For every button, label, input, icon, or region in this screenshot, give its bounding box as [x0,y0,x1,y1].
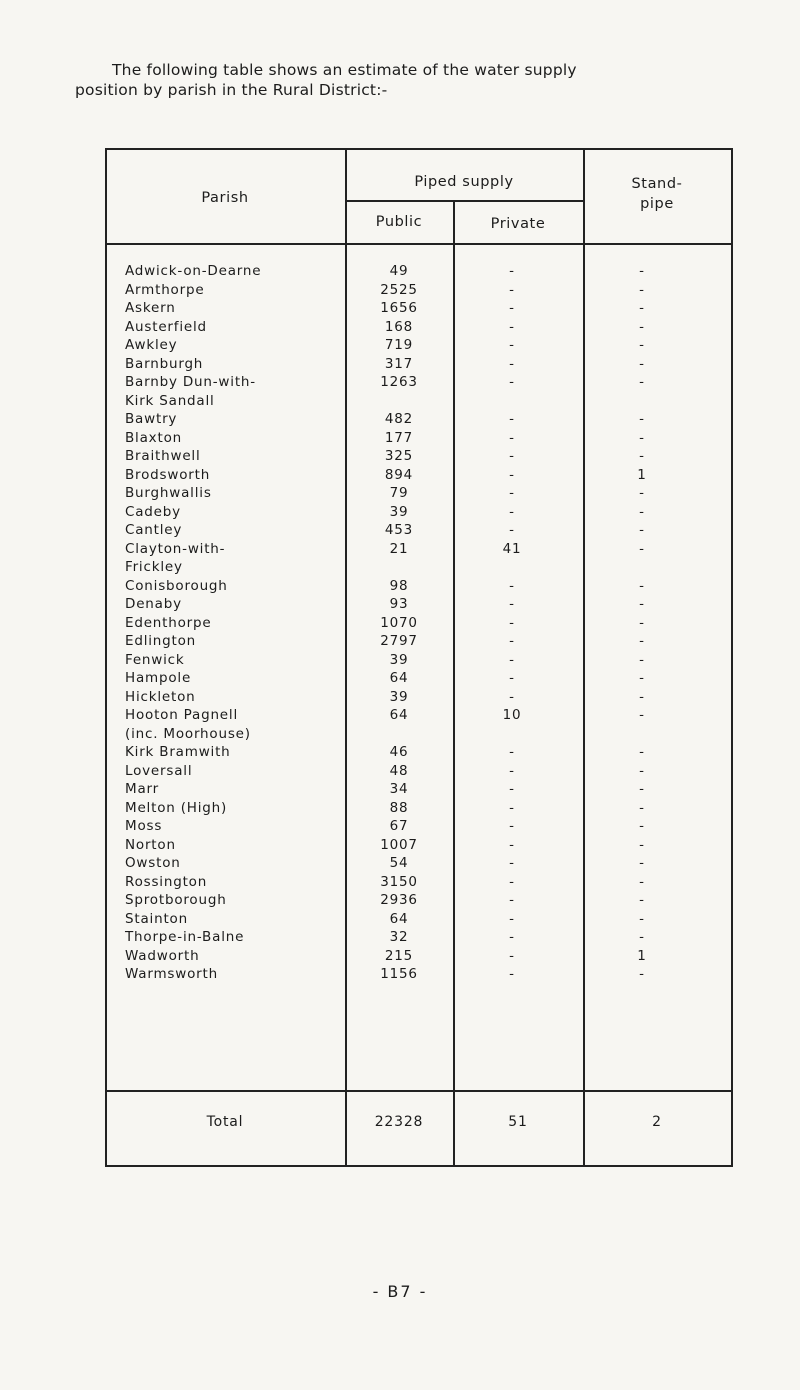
public-supply-cell: 67 [389,818,409,834]
public-supply-cell: 1070 [380,614,418,631]
standpipe-cell: - [639,633,645,649]
private-supply-cell: - [509,744,515,760]
private-supply-cell: - [509,503,515,520]
table-row [105,743,733,762]
table-row [105,429,733,448]
public-supply-cell: 2525 [380,281,418,298]
standpipe-cell: - [639,929,645,945]
private-supply-cell: - [509,799,515,816]
header-private: Private [490,216,546,232]
standpipe-cell: - [639,485,645,501]
header-parish: Parish [201,190,249,206]
table-top-border [105,148,733,150]
parish-name-line: Bawtry [125,411,178,427]
public-supply-cell: 1007 [380,836,418,853]
private-supply-cell: 41 [502,540,522,557]
public-supply-cell: 46 [389,744,409,760]
table-row [105,614,733,633]
standpipe-cell: - [639,577,645,594]
parish-name [125,799,350,818]
total-top-border [105,1090,733,1092]
table-row [105,299,733,318]
standpipe-cell: - [639,762,645,779]
private-supply-cell: - [509,577,515,594]
public-supply-cell: 64 [389,707,409,723]
table-row [105,780,733,799]
intro-line-1: The following table shows an estimate of the water supply [112,61,577,79]
parish-name [125,429,350,448]
standpipe-cell: 1 [637,466,647,483]
private-supply-cell: - [509,485,515,501]
parish-name [125,632,350,651]
table-row [105,484,733,503]
private-supply-cell: - [509,855,515,871]
parish-rows [105,262,733,984]
parish-name [125,891,350,910]
parish-name-line: Conisborough [125,577,228,594]
private-supply-cell: - [509,411,515,427]
table-row [105,947,733,966]
public-supply-cell: 2797 [380,633,418,649]
parish-name [125,355,350,374]
parish-name-line: Thorpe-in-Balne [125,929,245,945]
standpipe-cell: - [639,818,645,834]
table-row [105,669,733,688]
table-row [105,577,733,596]
public-supply-cell: 54 [389,855,409,871]
parish-name-line: Hooton Pagnell [125,707,239,723]
standpipe-cell: - [639,892,645,908]
private-supply-cell: - [509,892,515,908]
parish-name [125,299,350,318]
header-standpipe-line2: pipe [640,196,674,212]
private-supply-cell: - [509,522,515,538]
private-supply-cell: - [509,670,515,686]
public-supply-cell: 325 [384,448,414,464]
table-row [105,688,733,707]
parish-name [125,410,350,429]
table-bottom-border [105,1165,733,1167]
parish-name-line: Clayton-with- [125,540,226,557]
public-supply-cell: 98 [389,577,409,594]
standpipe-cell: - [639,688,645,705]
parish-name [125,466,350,485]
parish-name [125,910,350,929]
table-row [105,836,733,855]
public-supply-cell: 39 [389,688,409,705]
intro-paragraph [75,60,735,100]
private-supply-cell: - [509,448,515,464]
parish-name [125,836,350,855]
total-public: 22328 [374,1114,424,1130]
parish-name-line: Norton [125,836,176,853]
public-supply-cell: 453 [384,522,414,538]
public-supply-cell: 88 [389,799,409,816]
parish-name-line: Stainton [125,910,188,927]
parish-name [125,614,350,633]
table-row [105,595,733,614]
standpipe-cell: - [639,429,645,446]
standpipe-cell: - [639,300,645,316]
parish-name [125,762,350,781]
standpipe-cell: - [639,448,645,464]
standpipe-cell: - [639,337,645,353]
parish-name-continuation: (inc. Moorhouse) [125,725,251,742]
parish-name [125,651,350,670]
private-supply-cell: - [509,429,515,446]
public-supply-cell: 64 [389,670,409,686]
public-supply-cell: 317 [384,355,414,372]
private-supply-cell: - [509,966,515,982]
table-row [105,503,733,522]
private-supply-cell: 10 [502,707,522,723]
standpipe-cell: - [639,670,645,686]
parish-name [125,928,350,947]
private-supply-cell: - [509,614,515,631]
parish-name-line: Loversall [125,762,193,779]
private-supply-cell: - [509,947,515,964]
parish-name-line: Cantley [125,522,183,538]
public-supply-cell: 93 [389,596,409,612]
standpipe-cell: - [639,263,645,279]
public-supply-cell: 34 [389,781,409,797]
private-supply-cell: - [509,781,515,797]
private-supply-cell: - [509,466,515,483]
public-supply-cell: 482 [384,411,414,427]
parish-name-line: Melton (High) [125,799,228,816]
parish-name-line: Marr [125,781,159,797]
table-row [105,817,733,836]
public-supply-cell: 215 [384,947,414,964]
standpipe-cell: - [639,744,645,760]
public-supply-cell: 64 [389,910,409,927]
header-standpipe-line1: Stand- [631,176,683,192]
parish-name-line: Awkley [125,337,178,353]
table-row [105,706,733,743]
parish-name [125,281,350,300]
parish-name-continuation: Frickley [125,559,183,575]
public-supply-cell: 168 [384,318,414,335]
parish-name-line: Barnby Dun-with- [125,374,256,390]
parish-name [125,503,350,522]
parish-name-line: Braithwell [125,448,201,464]
intro-line-2: position by parish in the Rural District:- [75,81,388,99]
table-row [105,632,733,651]
parish-name-continuation: Kirk Sandall [125,392,215,409]
public-supply-cell: 3150 [380,873,418,890]
parish-name-line: Sprotborough [125,892,227,908]
private-supply-cell: - [509,596,515,612]
standpipe-cell: - [639,781,645,797]
parish-name [125,706,350,743]
table-row [105,262,733,281]
parish-name [125,336,350,355]
public-supply-cell: 719 [384,337,414,353]
parish-name-line: Hickleton [125,688,196,705]
parish-name-line: Fenwick [125,651,185,668]
table-row [105,355,733,374]
parish-name-line: Moss [125,818,163,834]
parish-name-line: Askern [125,300,176,316]
public-supply-cell: 39 [389,503,409,520]
parish-name [125,854,350,873]
header-bottom-border [105,243,733,245]
parish-name [125,965,350,984]
page-number: - B7 - [372,1282,428,1301]
table-row [105,410,733,429]
table-row [105,281,733,300]
parish-name [125,873,350,892]
parish-name-line: Edlington [125,633,197,649]
standpipe-cell: - [639,540,645,557]
public-supply-cell: 1263 [380,374,418,390]
standpipe-cell: - [639,966,645,982]
total-standpipe: 2 [652,1114,662,1130]
standpipe-cell: - [639,318,645,335]
standpipe-cell: - [639,503,645,520]
standpipe-cell: - [639,651,645,668]
private-supply-cell: - [509,300,515,316]
table-row [105,318,733,337]
public-supply-cell: 79 [389,485,409,501]
header-piped-supply: Piped supply [414,174,514,190]
public-supply-cell: 49 [389,263,409,279]
parish-name-line: Rossington [125,873,208,890]
private-supply-cell: - [509,651,515,668]
standpipe-cell: - [639,411,645,427]
standpipe-cell: - [639,910,645,927]
public-supply-cell: 894 [384,466,414,483]
private-supply-cell: - [509,762,515,779]
parish-name-line: Burghwallis [125,485,212,501]
private-supply-cell: - [509,929,515,945]
parish-name-line: Armthorpe [125,281,205,298]
parish-name-line: Hampole [125,670,192,686]
public-supply-cell: 2936 [380,892,418,908]
piped-supply-divider [345,200,583,202]
public-supply-cell: 177 [384,429,414,446]
table-row [105,336,733,355]
private-supply-cell: - [509,818,515,834]
public-supply-cell: 48 [389,762,409,779]
standpipe-cell: - [639,355,645,372]
water-supply-table [105,148,733,1202]
private-supply-cell: - [509,337,515,353]
private-supply-cell: - [509,633,515,649]
parish-name-line: Kirk Bramwith [125,744,231,760]
standpipe-cell: - [639,855,645,871]
table-row [105,447,733,466]
table-row [105,521,733,540]
table-row [105,466,733,485]
header-public: Public [375,214,423,230]
private-supply-cell: - [509,836,515,853]
parish-name-line: Barnburgh [125,355,204,372]
total-label: Total [206,1114,244,1130]
parish-name-line: Brodsworth [125,466,211,483]
public-supply-cell: 21 [389,540,409,557]
standpipe-cell: - [639,836,645,853]
parish-name [125,262,350,281]
standpipe-cell: - [639,374,645,390]
parish-name-line: Cadeby [125,503,181,520]
table-row [105,651,733,670]
public-supply-cell: 1656 [380,300,418,316]
private-supply-cell: - [509,374,515,390]
table-row [105,854,733,873]
parish-name [125,540,350,577]
parish-name [125,780,350,799]
standpipe-cell: - [639,707,645,723]
parish-name-line: Warmsworth [125,966,218,982]
standpipe-cell: - [639,799,645,816]
table-row [105,965,733,984]
table-row [105,910,733,929]
public-supply-cell: 39 [389,651,409,668]
parish-name-line: Wadworth [125,947,200,964]
table-row [105,891,733,910]
parish-name [125,577,350,596]
parish-name [125,595,350,614]
parish-name [125,484,350,503]
total-private: 51 [508,1114,528,1130]
table-row [105,540,733,577]
parish-name [125,373,350,410]
private-supply-cell: - [509,910,515,927]
table-row [105,373,733,410]
standpipe-cell: - [639,596,645,612]
parish-name [125,318,350,337]
standpipe-cell: - [639,281,645,298]
parish-name-line: Edenthorpe [125,614,212,631]
private-supply-cell: - [509,281,515,298]
public-supply-cell: 1156 [380,966,418,982]
private-supply-cell: - [509,318,515,335]
parish-name [125,743,350,762]
parish-name [125,669,350,688]
parish-name [125,447,350,466]
parish-name-line: Owston [125,855,181,871]
parish-name [125,817,350,836]
private-supply-cell: - [509,355,515,372]
table-row [105,762,733,781]
standpipe-cell: - [639,522,645,538]
table-row [105,799,733,818]
parish-name [125,947,350,966]
parish-name-line: Austerfield [125,318,207,335]
standpipe-cell: - [639,873,645,890]
parish-name [125,688,350,707]
table-row [105,873,733,892]
standpipe-cell: - [639,614,645,631]
private-supply-cell: - [509,873,515,890]
table-row [105,928,733,947]
standpipe-cell: 1 [637,947,647,964]
public-supply-cell: 32 [389,929,409,945]
private-supply-cell: - [509,263,515,279]
private-supply-cell: - [509,688,515,705]
parish-name-line: Adwick-on-Dearne [125,263,262,279]
parish-name [125,521,350,540]
parish-name-line: Blaxton [125,429,182,446]
parish-name-line: Denaby [125,596,182,612]
